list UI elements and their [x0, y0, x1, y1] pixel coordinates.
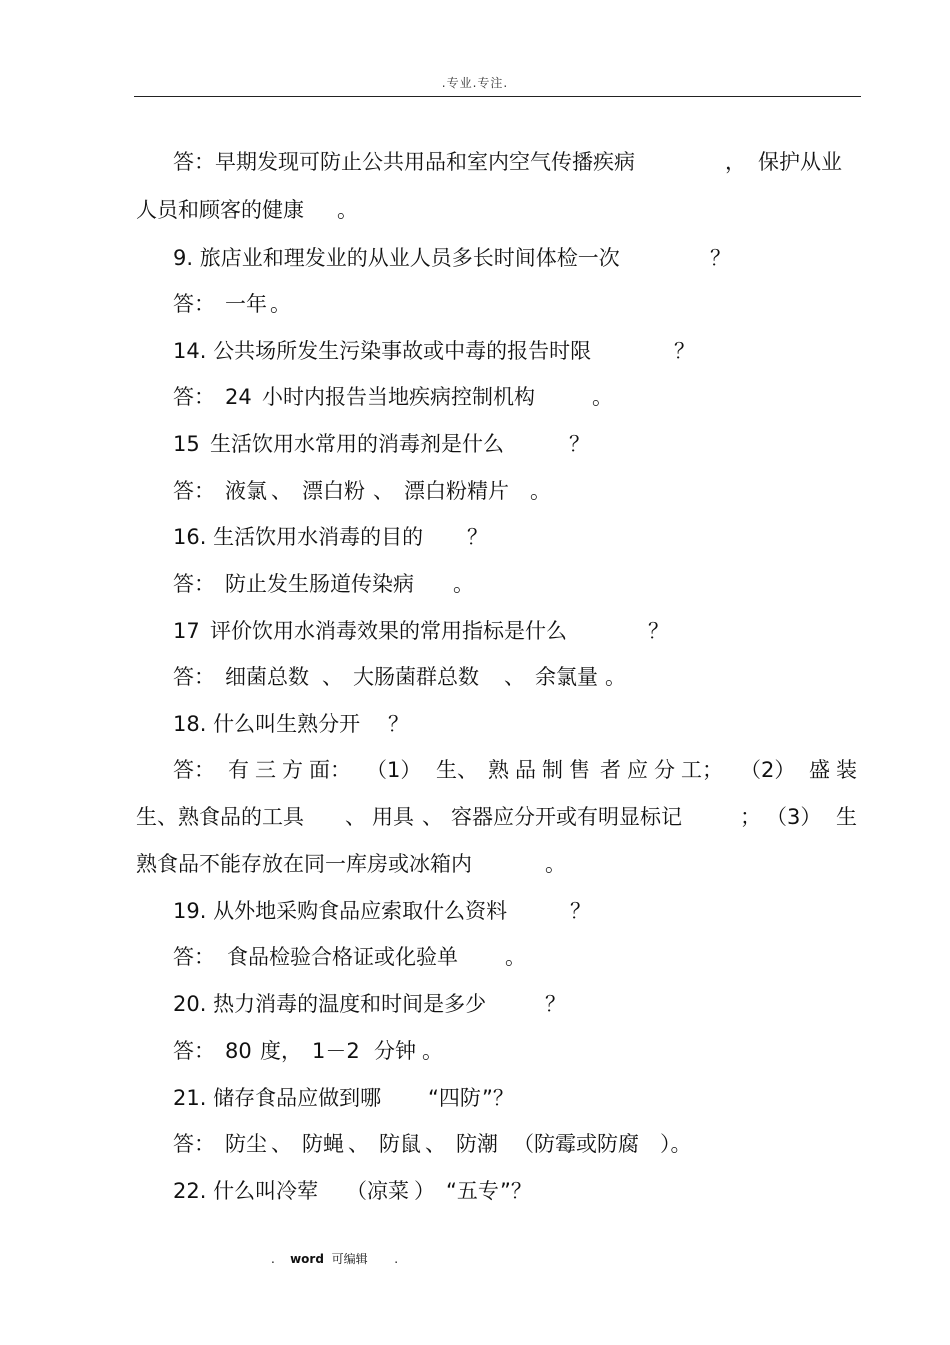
text-segment: （防霉或防腐: [513, 1132, 639, 1156]
text-segment: 品: [515, 758, 536, 782]
text-line: [0, 382, 950, 412]
text-segment: 大肠菌群总数: [353, 665, 479, 689]
text-segment: ？: [710, 246, 731, 270]
text-segment: ）。: [660, 1132, 692, 1156]
text-segment: 答：: [173, 758, 215, 782]
text-segment: 答：: [173, 572, 215, 596]
text-line: [0, 709, 950, 739]
text-line: [0, 802, 950, 832]
text-segment: 生活饮用水常用的消毒剂是什么: [210, 432, 504, 456]
text-segment: 细菌总数: [225, 665, 309, 689]
text-line: [0, 1176, 950, 1206]
text-line: [0, 476, 950, 506]
text-line: [0, 195, 950, 225]
text-line: [0, 243, 950, 273]
footer-word: word: [290, 1252, 324, 1266]
text-segment: 14. 公共场所发生污染事故或中毒的报告时限: [173, 339, 592, 363]
text-segment: 15: [173, 432, 200, 456]
text-segment: 分: [654, 758, 675, 782]
text-segment: 1－2: [312, 1039, 360, 1063]
text-segment: ？: [570, 899, 591, 923]
text-segment: 、: [345, 805, 366, 829]
text-line: [0, 942, 950, 972]
text-segment: 、: [271, 1132, 292, 1156]
text-segment: ；: [740, 805, 761, 829]
text-segment: 、: [373, 479, 394, 503]
text-segment: 面：: [309, 758, 351, 782]
text-segment: 工；: [681, 758, 723, 782]
text-segment: 小时内报告当地疾病控制机构: [262, 385, 535, 409]
text-segment: 装: [836, 758, 857, 782]
text-segment: 80: [225, 1039, 252, 1063]
text-segment: 18. 什么叫生熟分开: [173, 712, 361, 736]
page-header: .专业.专注.: [441, 76, 509, 90]
text-segment: “四防: [428, 1086, 481, 1110]
text-segment: 防尘: [225, 1132, 267, 1156]
text-segment: 防止发生肠道传染病: [225, 572, 414, 596]
text-segment: 熟食品不能存放在同一库房或冰箱内: [136, 852, 472, 876]
text-segment: ）: [414, 1179, 435, 1203]
text-segment: 三: [255, 758, 276, 782]
text-segment: 制: [542, 758, 563, 782]
text-line: [0, 989, 950, 1019]
text-segment: ？: [545, 992, 566, 1016]
text-segment: 应: [627, 758, 648, 782]
text-segment: 。: [545, 852, 566, 876]
text-segment: 21. 储存食品应做到哪: [173, 1086, 382, 1110]
text-segment: ”？: [500, 1179, 532, 1203]
text-segment: 余氯量: [535, 665, 598, 689]
text-segment: ？: [388, 712, 409, 736]
text-segment: 。: [530, 479, 551, 503]
text-line: [0, 336, 950, 366]
text-segment: 人员和顾客的健康: [136, 198, 304, 222]
text-segment: 24: [225, 385, 252, 409]
text-segment: 。: [270, 292, 291, 316]
text-line: [0, 1036, 950, 1066]
text-line: [0, 569, 950, 599]
text-segment: 漂白粉精片: [404, 479, 509, 503]
text-segment: 防蝇: [302, 1132, 344, 1156]
text-segment: 、: [422, 805, 443, 829]
text-segment: ，: [725, 150, 746, 174]
text-segment: ？: [569, 432, 590, 456]
text-segment: 答：: [173, 1132, 215, 1156]
footer-dot: .: [394, 1252, 399, 1266]
text-segment: 17: [173, 619, 200, 643]
text-segment: 答：: [173, 479, 215, 503]
text-line: [0, 289, 950, 319]
text-segment: 防潮: [456, 1132, 498, 1156]
text-segment: ？: [467, 525, 488, 549]
text-segment: 用具: [372, 805, 414, 829]
text-segment: 方: [282, 758, 303, 782]
text-segment: 、: [425, 1132, 446, 1156]
footer-editable: 可编辑: [331, 1252, 368, 1266]
text-segment: 有: [228, 758, 249, 782]
text-segment: 熟: [488, 758, 509, 782]
header-rule: [134, 96, 861, 97]
text-segment: 分钟: [374, 1039, 416, 1063]
footer-dot: .: [271, 1252, 275, 1266]
text-segment: “五专: [446, 1179, 499, 1203]
text-segment: 者: [600, 758, 621, 782]
text-segment: 答：: [173, 385, 215, 409]
text-segment: （3）: [766, 805, 822, 829]
text-segment: 。: [505, 945, 526, 969]
text-segment: 答：早期发现可防止公共用品和室内空气传播疾病: [173, 150, 635, 174]
text-segment: 16. 生活饮用水消毒的目的: [173, 525, 424, 549]
text-segment: 生、熟食品的工具: [136, 805, 304, 829]
text-segment: 19. 从外地采购食品应索取什么资料: [173, 899, 508, 923]
page-footer: [271, 1250, 398, 1267]
text-segment: 漂白粉: [302, 479, 365, 503]
text-segment: 一年: [225, 292, 267, 316]
text-segment: 。: [337, 198, 358, 222]
text-segment: 保护从业: [758, 150, 842, 174]
text-segment: 、: [348, 1132, 369, 1156]
text-segment: 答：: [173, 292, 215, 316]
text-line: [0, 616, 950, 646]
text-segment: 评价饮用水消毒效果的常用指标是什么: [210, 619, 567, 643]
text-segment: 液氯: [225, 479, 267, 503]
text-segment: 防鼠: [379, 1132, 421, 1156]
text-segment: （凉菜: [346, 1179, 409, 1203]
text-segment: 答：: [173, 665, 215, 689]
text-segment: 生: [836, 805, 857, 829]
text-segment: 20. 热力消毒的温度和时间是多少: [173, 992, 487, 1016]
text-segment: ？: [674, 339, 695, 363]
text-segment: 盛: [809, 758, 830, 782]
text-segment: （1）: [366, 758, 422, 782]
text-segment: 。: [453, 572, 474, 596]
text-line: [0, 662, 950, 692]
text-segment: 答：: [173, 945, 215, 969]
text-line: [0, 147, 950, 177]
text-segment: 生、: [436, 758, 478, 782]
text-segment: 9. 旅店业和理发业的从业人员多长时间体检一次: [173, 246, 620, 270]
text-segment: 22. 什么叫冷荤: [173, 1179, 319, 1203]
text-segment: 容器应分开或有明显标记: [451, 805, 682, 829]
text-segment: 。: [592, 385, 613, 409]
text-segment: ”？: [482, 1086, 514, 1110]
text-segment: ？: [648, 619, 669, 643]
text-segment: 。: [422, 1039, 443, 1063]
text-line: [0, 1083, 950, 1113]
text-segment: 、: [322, 665, 343, 689]
text-segment: 售: [569, 758, 590, 782]
text-line: [0, 896, 950, 926]
text-line: [0, 522, 950, 552]
text-line: [0, 1129, 950, 1159]
text-line: [0, 429, 950, 459]
text-segment: 。: [605, 665, 626, 689]
text-line: [0, 755, 950, 785]
text-segment: 度，: [260, 1039, 302, 1063]
text-segment: 食品检验合格证或化验单: [227, 945, 458, 969]
text-line: [0, 849, 950, 879]
text-segment: 、: [271, 479, 292, 503]
text-segment: 、: [504, 665, 525, 689]
text-segment: 答：: [173, 1039, 215, 1063]
text-segment: （2）: [740, 758, 796, 782]
